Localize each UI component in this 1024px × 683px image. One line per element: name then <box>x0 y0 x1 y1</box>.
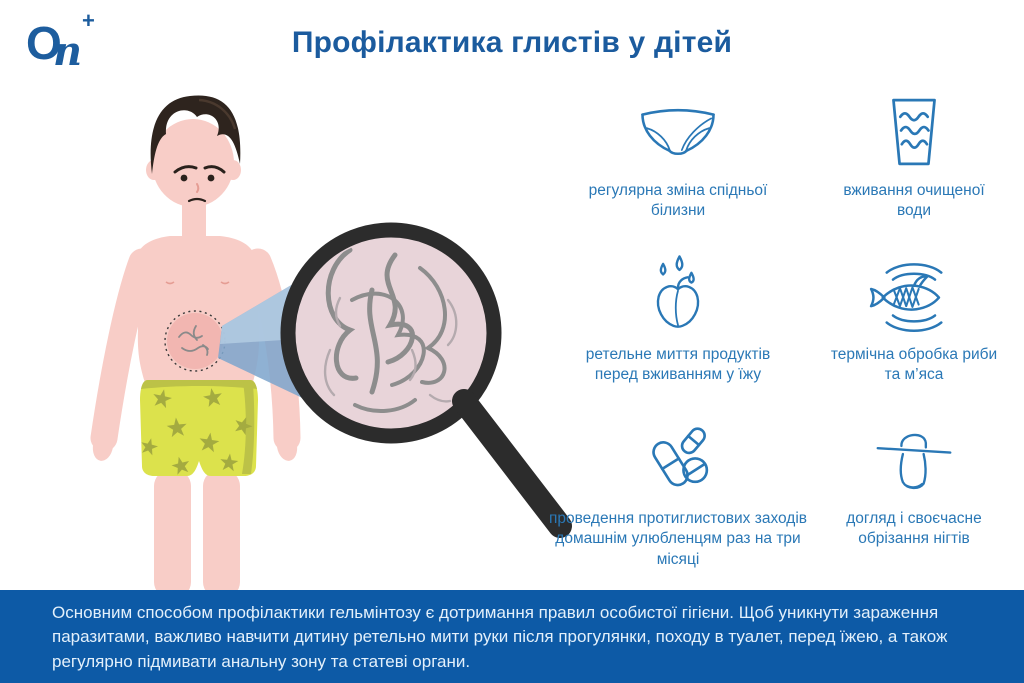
tip-caption: ретельне миття продуктів перед вживанням у їжу <box>585 346 771 384</box>
water-glass-icon <box>885 90 943 174</box>
tip-clean-water <box>818 86 1010 250</box>
tip-wash-produce <box>538 250 818 414</box>
cooked-fish-icon <box>863 254 965 338</box>
logo-plus-icon: + <box>82 8 95 33</box>
tip-cook-fish-meat <box>818 250 1010 414</box>
footer-note-banner <box>0 590 1024 683</box>
prevention-tips-grid <box>538 86 1010 578</box>
nail-trimming-icon <box>869 418 959 502</box>
child-left-leg <box>154 470 191 598</box>
footer-note-text: Основним способом профілактики гельмінтозу є дотримання правил особистої гігієни. Щоб уникнути зараження паразитами, важливо навчити дитину ретельно мити руки після прогулянки, походу в туалет, перед їжею, а також регулярно підмивати анальну зону та статеві органи. <box>52 603 948 671</box>
tip-underwear-change <box>538 86 818 250</box>
child-left-eye <box>181 175 188 182</box>
tip-pet-deworming <box>538 414 818 578</box>
tip-caption: регулярна зміна спідньої білизни <box>588 182 768 220</box>
tip-caption: термічна обробка риби та м’яса <box>830 346 998 384</box>
deworming-pills-icon <box>638 418 718 502</box>
underwear-icon <box>634 90 722 174</box>
child-right-leg <box>203 470 240 598</box>
washed-vegetable-icon <box>640 254 716 338</box>
tip-caption: догляд і своєчасне обрізання нігтів <box>846 510 982 548</box>
tip-caption: проведення протиглистових заходів домашнім улюбленцям раз на три місяці <box>548 510 808 568</box>
belly-infection-spot <box>167 313 223 369</box>
tip-caption: вживання очищеної води <box>843 182 985 220</box>
child-left-arm <box>104 262 142 438</box>
child-right-eye <box>208 175 215 182</box>
page-title: Профілактика глистів у дітей <box>291 26 733 59</box>
logo-letter-n: n <box>53 28 83 75</box>
logo-letter-o: O <box>26 17 62 69</box>
tip-nail-care <box>818 414 1010 578</box>
